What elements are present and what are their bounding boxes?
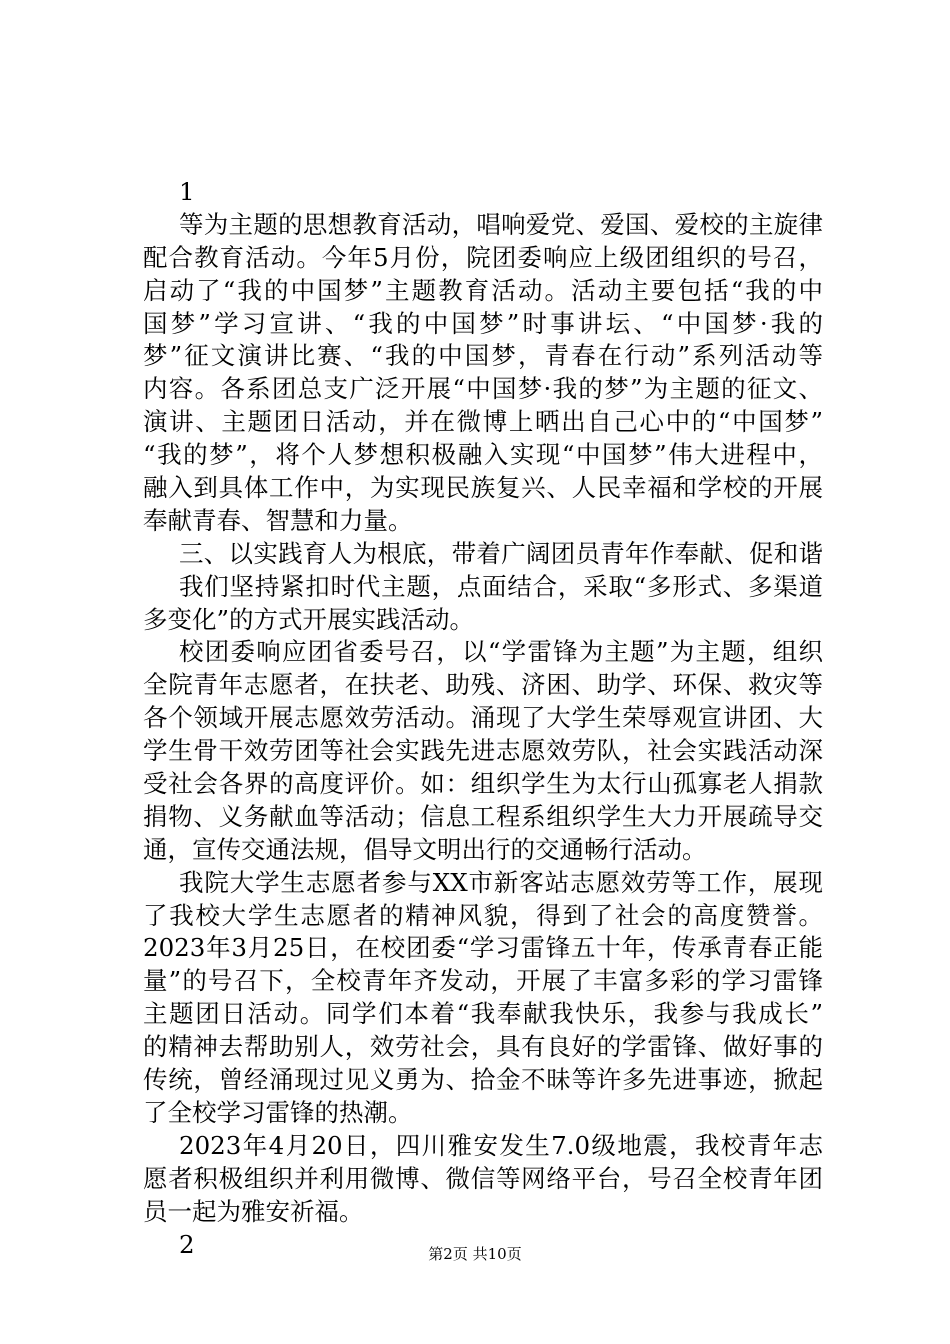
text-line: 学生骨干效劳团等社会实践先进志愿效劳队，社会实践活动深 [143,736,823,766]
text-line: 校团委响应团省委号召，以“学雷锋为主题”为主题，组织 [179,637,823,667]
text-line: 融入到具体工作中，为实现民族复兴、人民幸福和学校的开展 [143,473,823,503]
document-body [143,176,823,1261]
text-line: 了我校大学生志愿者的精神风貌，得到了社会的高度赞誉。 [143,900,823,930]
text-line: 奉献青春、智慧和力量。 [143,505,413,535]
text-line: 主题团日活动。同学们本着“我奉献我快乐，我参与我成长” [143,999,823,1029]
text-line: 等为主题的思想教育活动，唱响爱党、爱国、爱校的主旋律 [179,209,823,239]
text-line: 捐物、义务献血等活动；信息工程系组织学生大力开展疏导交 [143,801,823,831]
text-line: 了全校学习雷锋的热潮。 [143,1097,413,1127]
text-line: 我院大学生志愿者参与XX市新客站志愿效劳等工作，展现 [179,867,823,897]
text-line: 传统，曾经涌现过见义勇为、拾金不昧等许多先进事迹，掀起 [143,1065,823,1095]
text-line: 2 [179,1229,195,1259]
page-footer: 第2页 共10页 [428,1245,522,1263]
text-line: 三、以实践育人为根底，带着广阔团员青年作奉献、促和谐 [179,538,823,568]
text-line: 员一起为雅安祈福。 [143,1196,364,1226]
text-line: 的精神去帮助别人，效劳社会，具有良好的学雷锋、做好事的 [143,1032,823,1062]
text-line: “我的梦”，将个人梦想积极融入实现“中国梦”伟大进程中， [143,440,823,470]
text-line: 多变化”的方式开展实践活动。 [143,604,475,634]
text-line: 愿者积极组织并利用微博、微信等网络平台，号召全校青年团 [143,1163,823,1193]
text-line: 演讲、主题团日活动，并在微博上晒出自己心中的“中国梦” [143,407,823,437]
text-line: 配合教育活动。今年5月份，院团委响应上级团组织的号召， [143,242,823,272]
text-line: 1 [179,177,195,206]
text-line: 各个领域开展志愿效劳活动。涌现了大学生荣辱观宣讲团、大 [143,703,823,733]
text-line: 2023年4月20日，四川雅安发生7.0级地震，我校青年志 [179,1130,823,1160]
text-line: 国梦”学习宣讲、“我的中国梦”时事讲坛、“中国梦·我的 [143,308,823,338]
text-line: 启动了“我的中国梦”主题教育活动。活动主要包括“我的中 [143,275,823,305]
text-line: 受社会各界的高度评价。如：组织学生为太行山孤寡老人捐款 [143,769,823,799]
text-line: 全院青年志愿者，在扶老、助残、济困、助学、环保、救灾等 [143,670,823,700]
text-line: 通，宣传交通法规，倡导文明出行的交通畅行活动。 [143,834,707,864]
text-line: 梦”征文演讲比赛、“我的中国梦，青春在行动”系列活动等 [143,341,823,371]
text-line: 我们坚持紧扣时代主题，点面结合，采取“多形式、多渠道 [179,571,823,601]
text-line: 内容。各系团总支广泛开展“中国梦·我的梦”为主题的征文、 [143,374,823,404]
text-line: 量”的号召下，全校青年齐发动，开展了丰富多彩的学习雷锋 [143,966,823,996]
text-line: 2023年3月25日，在校团委“学习雷锋五十年，传承青春正能 [143,933,823,963]
